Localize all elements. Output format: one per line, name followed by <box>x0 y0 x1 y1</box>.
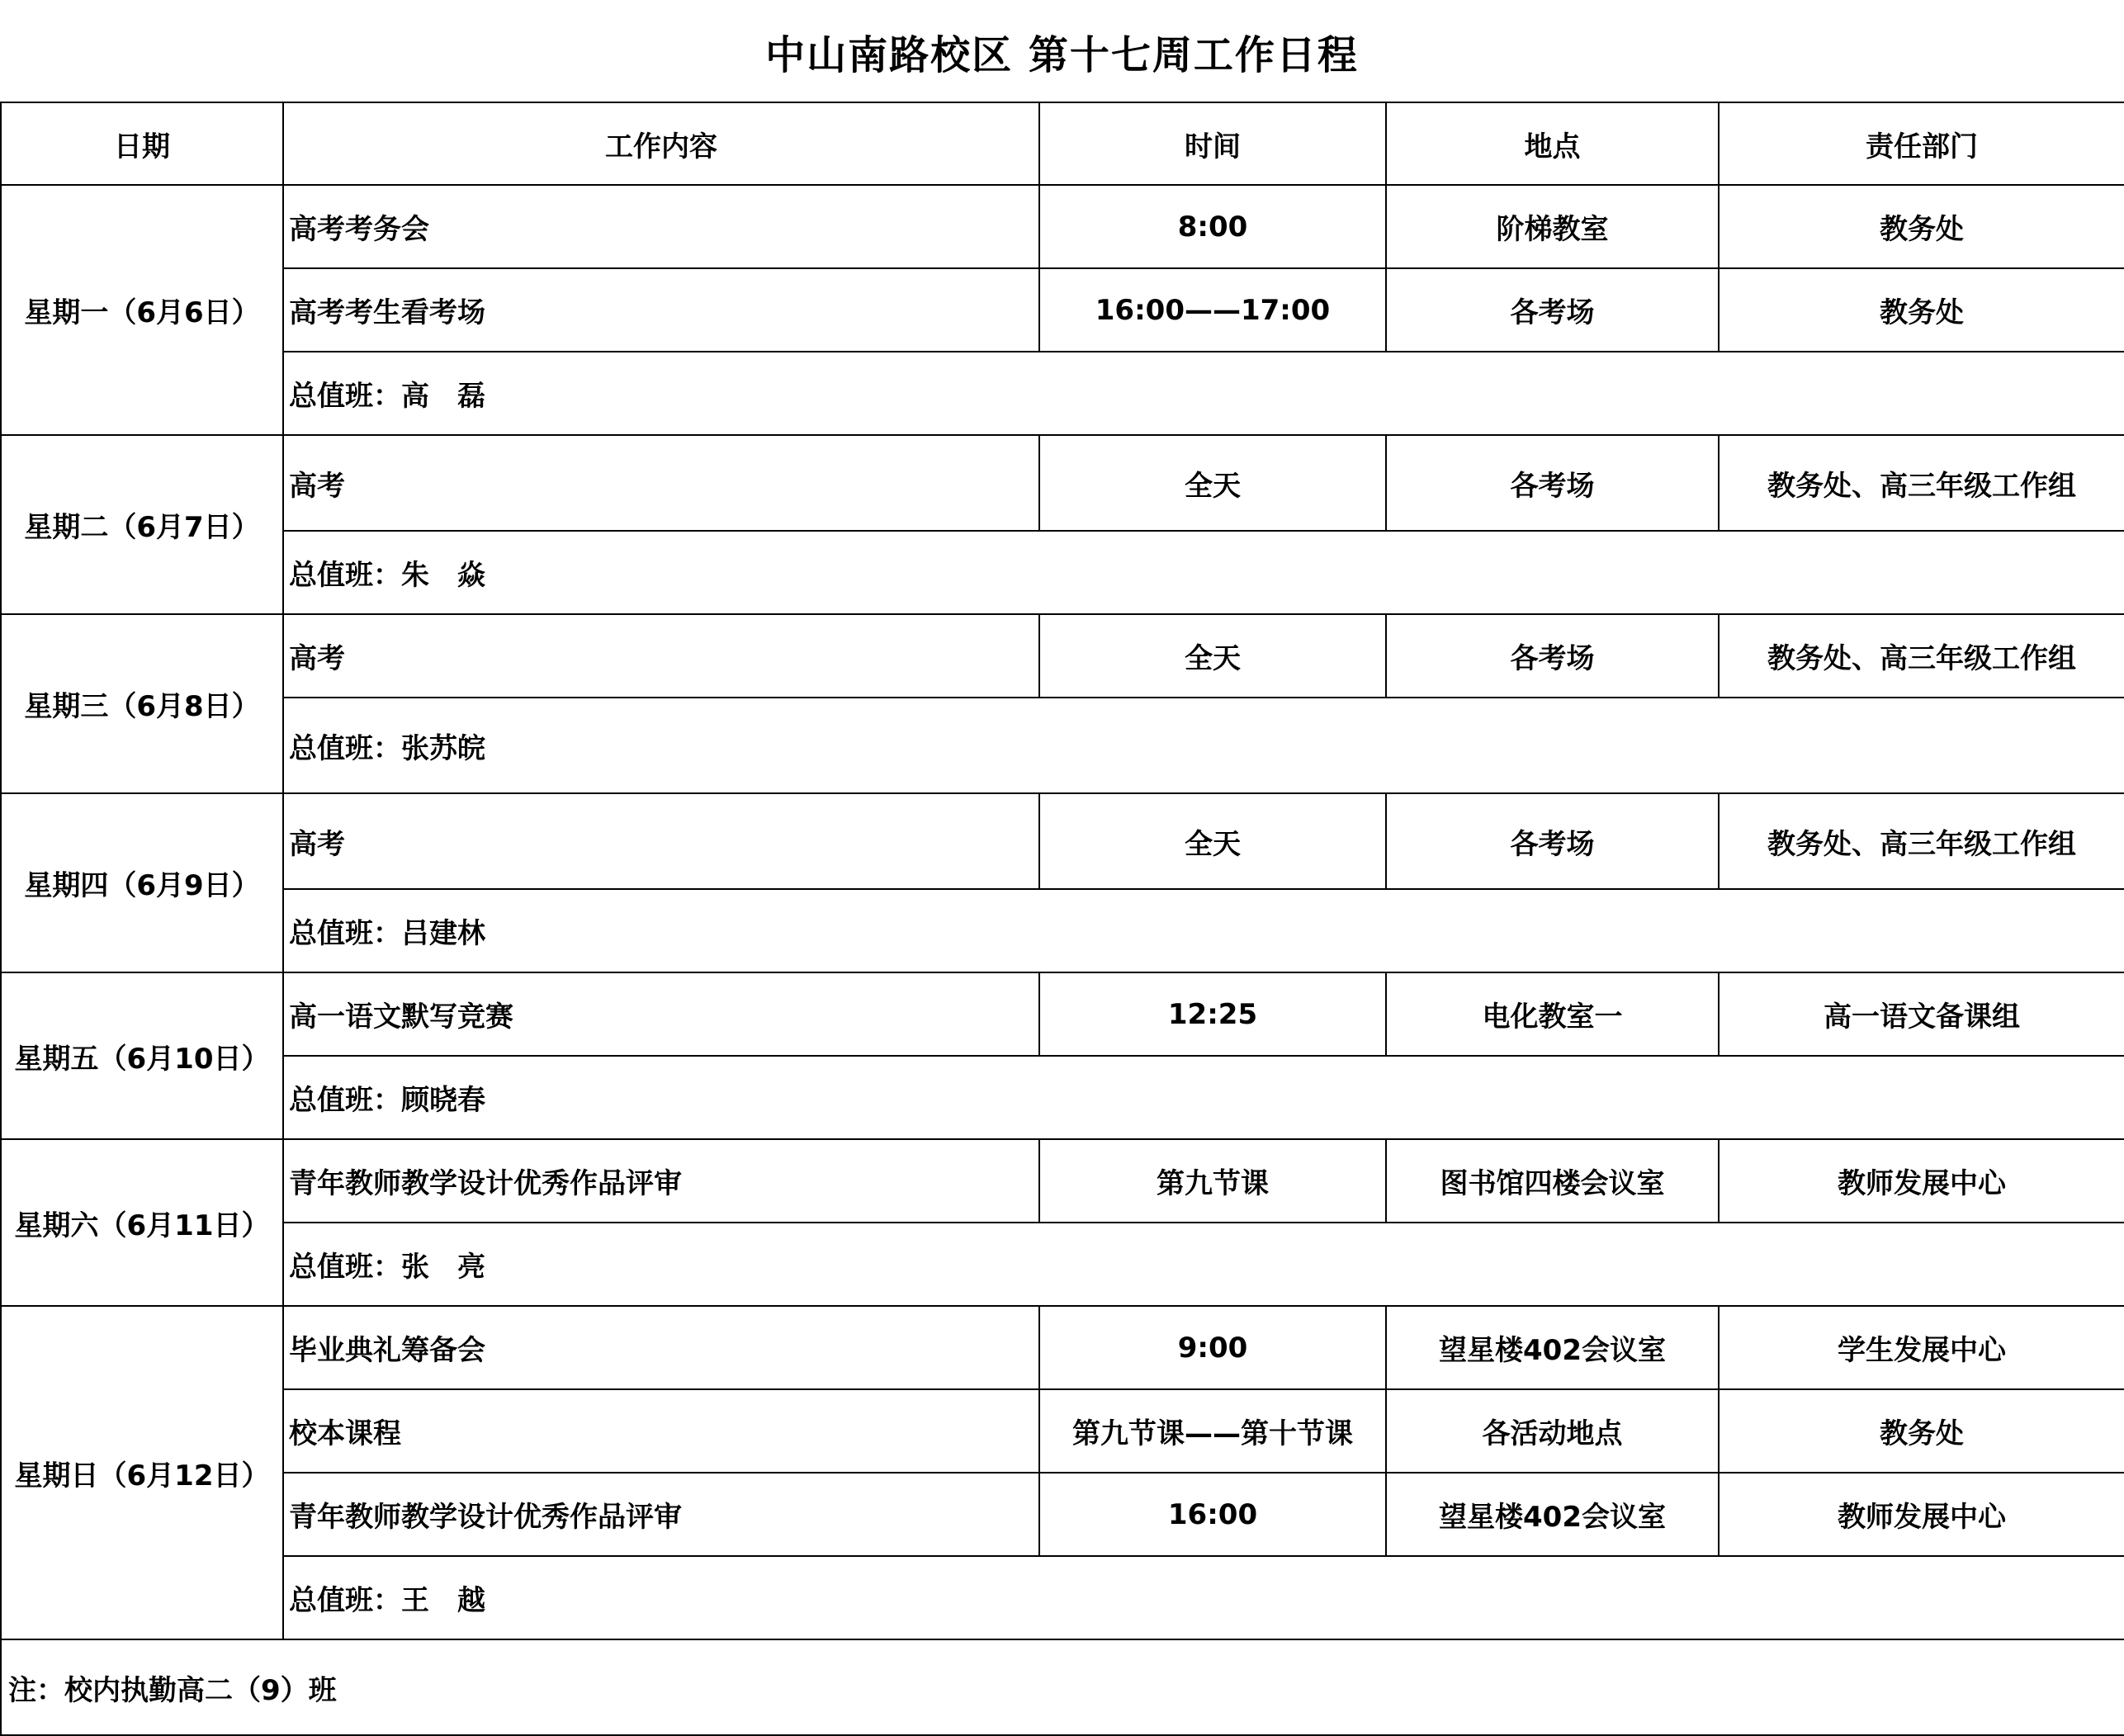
duty-row <box>1 531 2124 614</box>
task-dept: 教师发展中心 <box>1719 1473 2124 1556</box>
table-row <box>1 435 2124 531</box>
task-time: 12:25 <box>1039 972 1386 1056</box>
duty-row <box>1 1056 2124 1139</box>
task-time: 9:00 <box>1039 1306 1386 1389</box>
table-row <box>1 1473 2124 1556</box>
task-content: 高考 <box>283 793 1039 889</box>
task-time: 全天 <box>1039 614 1386 698</box>
table-row <box>1 268 2124 352</box>
table-row <box>1 1389 2124 1473</box>
task-content: 高考考生看考场 <box>283 268 1039 352</box>
task-dept: 学生发展中心 <box>1719 1306 2124 1389</box>
task-time: 第九节课 <box>1039 1139 1386 1223</box>
task-time: 16:00——17:00 <box>1039 268 1386 352</box>
task-content: 校本课程 <box>283 1389 1039 1473</box>
task-content: 高考 <box>283 614 1039 698</box>
header-row <box>1 102 2124 185</box>
header-place: 地点 <box>1386 102 1719 185</box>
task-content: 高一语文默写竞赛 <box>283 972 1039 1056</box>
task-content: 青年教师教学设计优秀作品评审 <box>283 1473 1039 1556</box>
header-dept: 责任部门 <box>1719 102 2124 185</box>
day-label: 星期五（6月10日） <box>1 972 283 1139</box>
duty-officer: 总值班：高 磊 <box>283 352 2124 435</box>
day-label: 星期三（6月8日） <box>1 614 283 793</box>
task-dept: 教师发展中心 <box>1719 1139 2124 1223</box>
task-time: 第九节课——第十节课 <box>1039 1389 1386 1473</box>
duty-officer: 总值班：王 越 <box>283 1556 2124 1639</box>
task-content: 高考考务会 <box>283 185 1039 268</box>
duty-officer: 总值班：张苏皖 <box>283 698 2124 793</box>
task-dept: 教务处、高三年级工作组 <box>1719 435 2124 531</box>
task-place: 望星楼402会议室 <box>1386 1306 1719 1389</box>
duty-officer: 总值班：朱 焱 <box>283 531 2124 614</box>
task-dept: 教务处 <box>1719 185 2124 268</box>
header-content: 工作内容 <box>283 102 1039 185</box>
day-label: 星期四（6月9日） <box>1 793 283 972</box>
day-label: 星期六（6月11日） <box>1 1139 283 1306</box>
duty-row <box>1 1223 2124 1306</box>
task-place: 望星楼402会议室 <box>1386 1473 1719 1556</box>
day-label: 星期日（6月12日） <box>1 1306 283 1639</box>
task-content: 毕业典礼筹备会 <box>283 1306 1039 1389</box>
task-time: 全天 <box>1039 435 1386 531</box>
duty-officer: 总值班：顾晓春 <box>283 1056 2124 1139</box>
page-title: 中山南路校区 第十七周工作日程 <box>765 32 1359 78</box>
task-place: 各考场 <box>1386 435 1719 531</box>
table-row <box>1 972 2124 1056</box>
table-row <box>1 1139 2124 1223</box>
task-place: 电化教室一 <box>1386 972 1719 1056</box>
task-place: 图书馆四楼会议室 <box>1386 1139 1719 1223</box>
duty-officer: 总值班：张 亮 <box>283 1223 2124 1306</box>
task-dept: 教务处、高三年级工作组 <box>1719 793 2124 889</box>
task-place: 各活动地点 <box>1386 1389 1719 1473</box>
duty-row <box>1 1556 2124 1639</box>
task-content: 青年教师教学设计优秀作品评审 <box>283 1139 1039 1223</box>
task-place: 各考场 <box>1386 614 1719 698</box>
duty-row <box>1 352 2124 435</box>
header-time: 时间 <box>1039 102 1386 185</box>
table-row <box>1 614 2124 698</box>
task-dept: 教务处 <box>1719 1389 2124 1473</box>
task-dept: 高一语文备课组 <box>1719 972 2124 1056</box>
note-row <box>1 1639 2124 1735</box>
task-place: 阶梯教室 <box>1386 185 1719 268</box>
task-dept: 教务处 <box>1719 268 2124 352</box>
schedule-table <box>0 102 2124 1736</box>
table-row <box>1 1306 2124 1389</box>
task-time: 全天 <box>1039 793 1386 889</box>
header-date: 日期 <box>1 102 283 185</box>
duty-row <box>1 698 2124 793</box>
day-label: 星期二（6月7日） <box>1 435 283 614</box>
task-content: 高考 <box>283 435 1039 531</box>
task-place: 各考场 <box>1386 793 1719 889</box>
table-row <box>1 185 2124 268</box>
day-label: 星期一（6月6日） <box>1 185 283 435</box>
task-time: 8:00 <box>1039 185 1386 268</box>
duty-officer: 总值班：吕建林 <box>283 889 2124 972</box>
task-time: 16:00 <box>1039 1473 1386 1556</box>
task-place: 各考场 <box>1386 268 1719 352</box>
task-dept: 教务处、高三年级工作组 <box>1719 614 2124 698</box>
footnote: 注：校内执勤高二（9）班 <box>1 1639 2124 1735</box>
table-row <box>1 793 2124 889</box>
duty-row <box>1 889 2124 972</box>
